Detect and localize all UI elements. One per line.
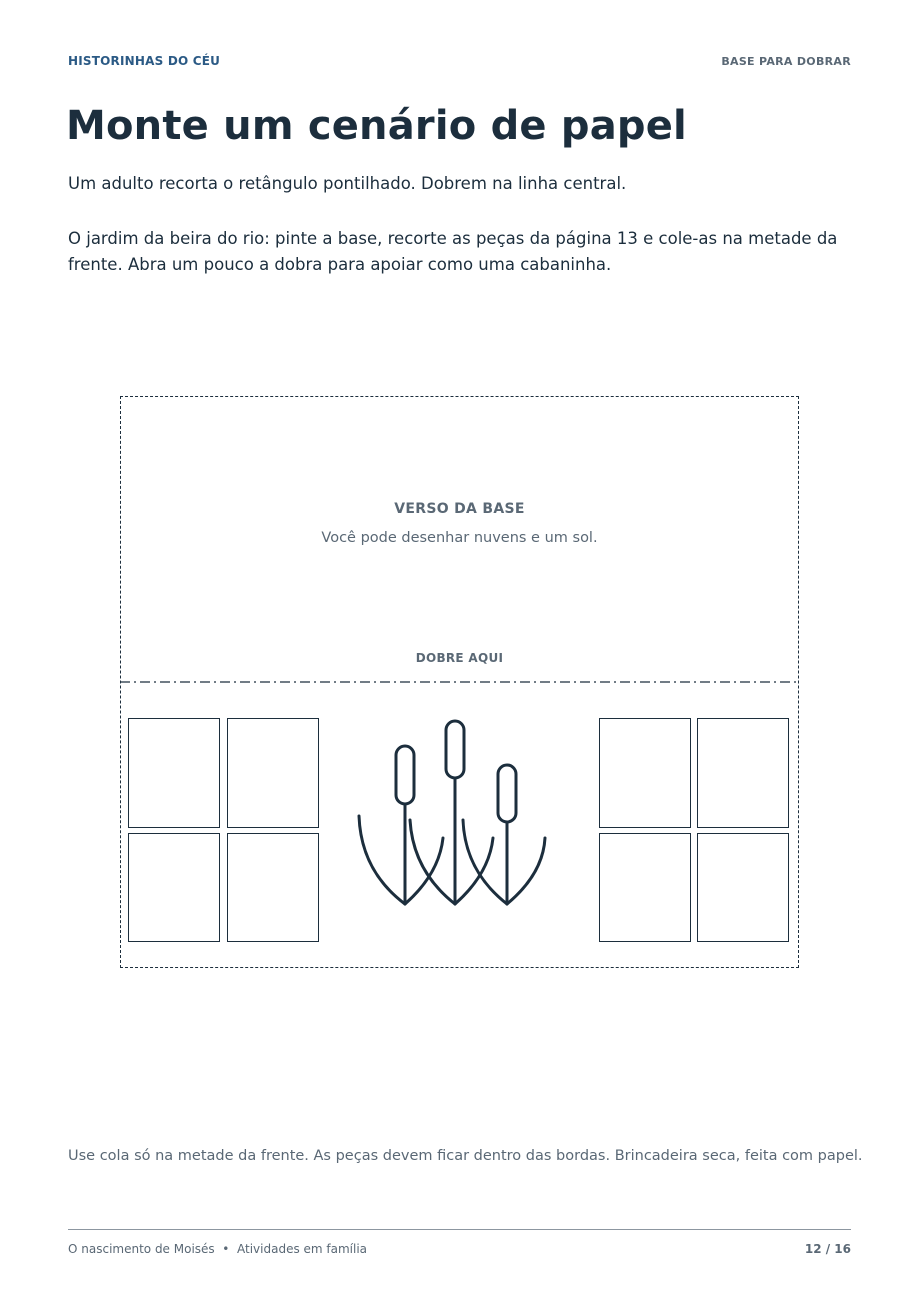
fold-line (120, 681, 799, 683)
footer-book-info: O nascimento de Moisés • Atividades em família (68, 1242, 368, 1256)
back-title: VERSO DA BASE (394, 501, 525, 517)
glue-note: Use cola só na metade da frente. As peças devem ficar dentro das bordas. Brincadeira seca, feita com papel. (68, 1148, 863, 1164)
front-panel (227, 718, 319, 828)
cutout-template (120, 396, 799, 968)
front-panel (697, 833, 789, 942)
front-panel (227, 833, 319, 942)
fold-label: DOBRE AQUI (415, 651, 504, 665)
footer-divider (68, 1229, 851, 1230)
section-label: BASE PARA DOBRAR (721, 55, 851, 68)
front-panel (128, 718, 220, 828)
series-title: HISTORINHAS DO CÉU (68, 54, 221, 68)
front-panel (128, 833, 220, 942)
intro-text: Um adulto recorta o retângulo pontilhado. Dobrem na linha central. (68, 174, 627, 193)
front-panel (697, 718, 789, 828)
front-panel (599, 833, 691, 942)
page-title: Monte um cenário de papel (66, 103, 687, 149)
cattails-icon (355, 716, 555, 912)
back-subtitle: Você pode desenhar nuvens e um sol. (321, 530, 598, 546)
page-number: 12 / 16 (804, 1242, 851, 1256)
front-panel (599, 718, 691, 828)
instructions-text: O jardim da beira do rio: pinte a base, recorte as peças da página 13 e cole-as na metade da frente. Abra um pouco a dobra para apoiar como uma cabaninha. (68, 229, 838, 274)
